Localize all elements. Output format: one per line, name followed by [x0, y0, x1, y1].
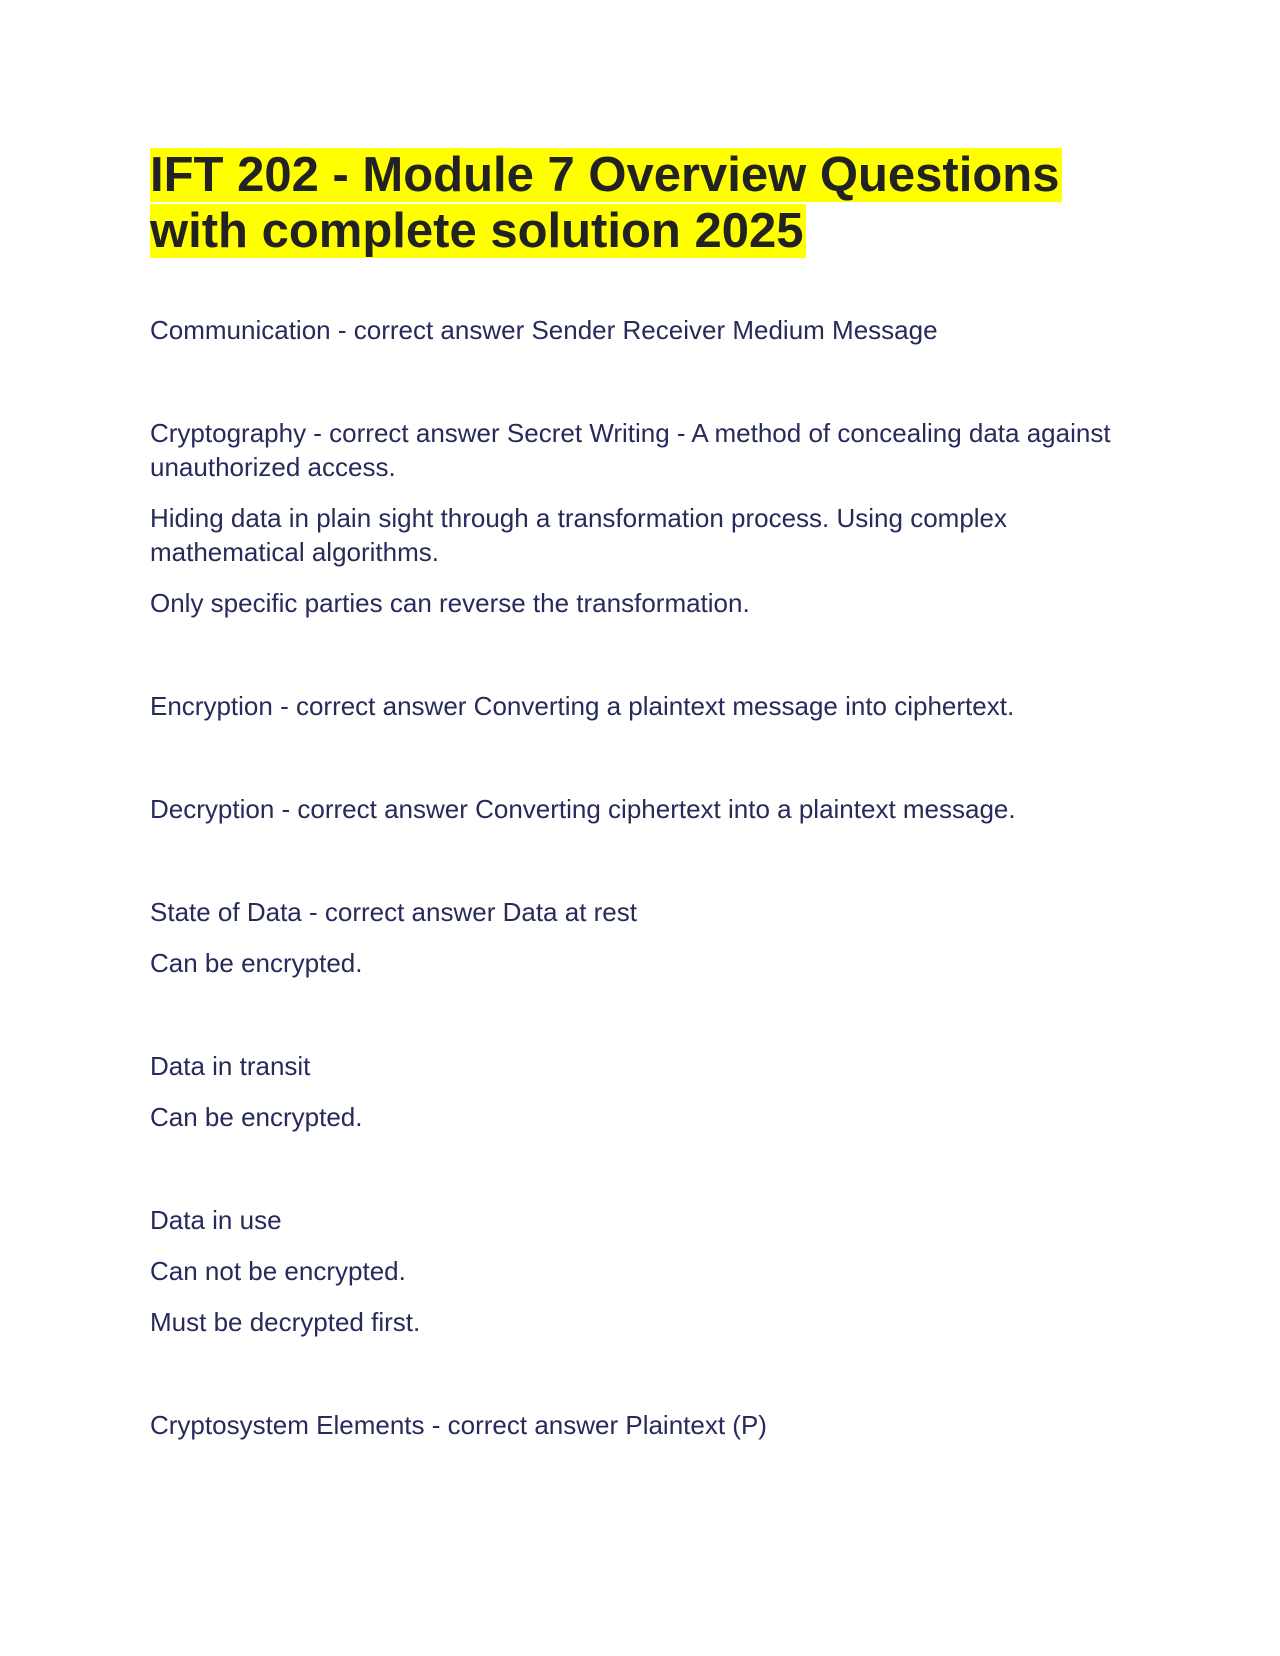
document-title [150, 147, 1130, 259]
document-body [150, 313, 1130, 1442]
entry-data-in-transit-note: Can be encrypted. [150, 1102, 363, 1132]
document-header [150, 147, 1130, 259]
entry-data-in-transit: Data in transit [150, 1051, 311, 1081]
entry-cryptography: Cryptography - correct answer Secret Writing - A method of concealing data against unauthorized access. [150, 418, 1111, 482]
entry-data-at-rest-note: Can be encrypted. [150, 948, 363, 978]
title-line-1: IFT 202 - Module 7 Overview Questions [150, 148, 1062, 202]
entry-decryption: Decryption - correct answer Converting ciphertext into a plaintext message. [150, 794, 1016, 824]
entry-communication: Communication - correct answer Sender Receiver Medium Message [150, 315, 938, 345]
entry-data-in-use-note-2: Must be decrypted first. [150, 1307, 421, 1337]
entry-cryptography-detail-1: Hiding data in plain sight through a transformation process. Using complex mathematical algorithms. [150, 503, 1008, 567]
entry-cryptography-detail-2: Only specific parties can reverse the transformation. [150, 588, 750, 618]
entry-data-in-use: Data in use [150, 1205, 282, 1235]
entry-encryption: Encryption - correct answer Converting a plaintext message into ciphertext. [150, 691, 1015, 721]
entry-data-in-use-note-1: Can not be encrypted. [150, 1256, 406, 1286]
entry-state-of-data: State of Data - correct answer Data at rest [150, 897, 637, 927]
entry-cryptosystem-elements: Cryptosystem Elements - correct answer Plaintext (P) [150, 1410, 767, 1440]
title-line-2: with complete solution 2025 [150, 204, 806, 258]
